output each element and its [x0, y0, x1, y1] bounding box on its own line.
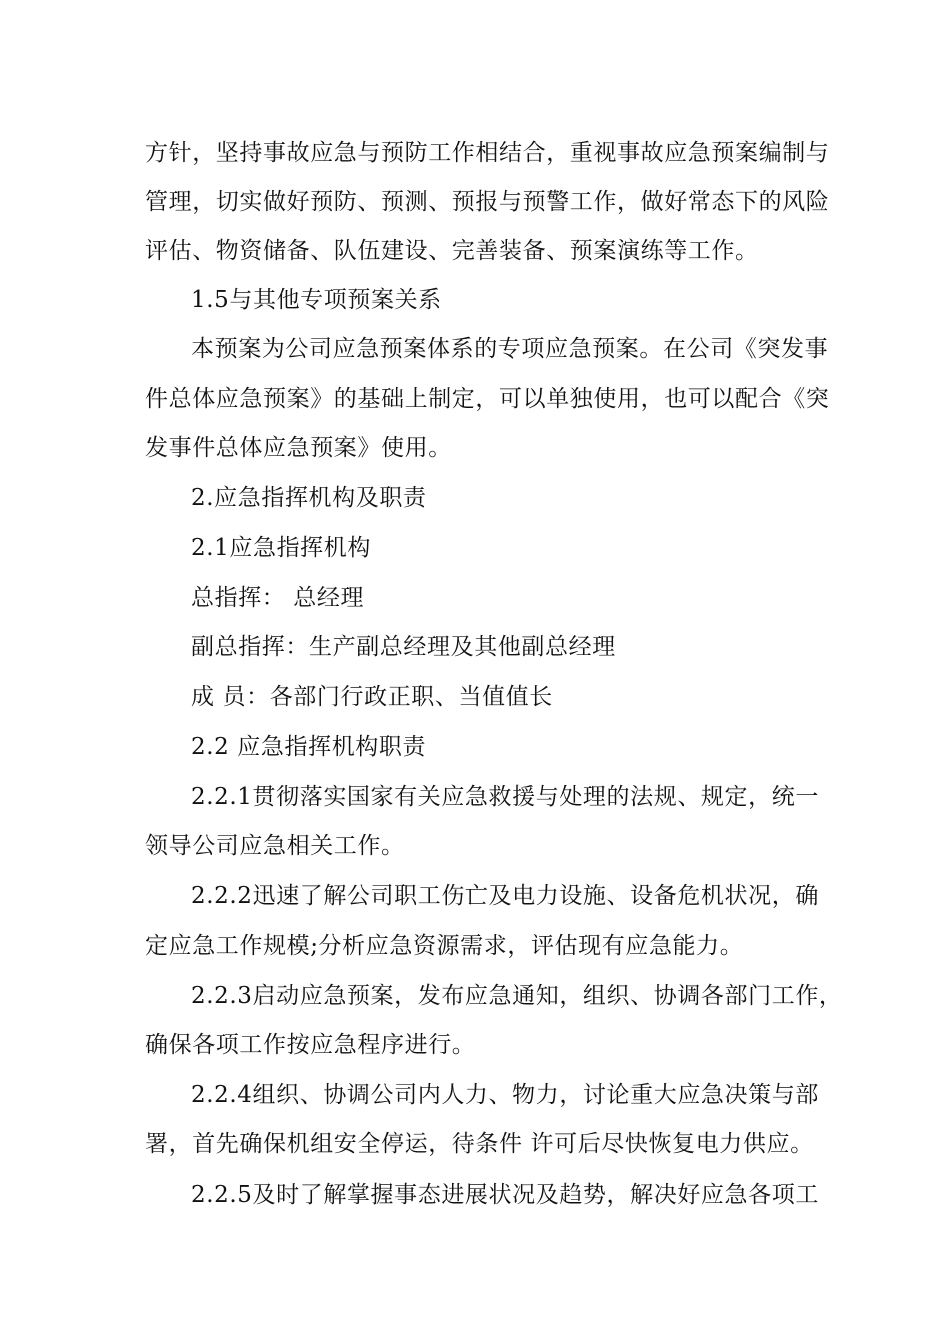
text-line: 本预案为公司应急预案体系的专项应急预案。在公司《突发事: [191, 336, 829, 362]
text-line: 领导公司应急相关工作。: [145, 833, 405, 859]
text-line: 评估、物资储备、队伍建设、完善装备、预案演练等工作。: [145, 238, 759, 264]
text-line: 管理，切实做好预防、预测、预报与预警工作，做好常态下的风险: [145, 189, 830, 215]
text-line: 总指挥： 总经理: [191, 585, 365, 611]
text-line: 2.2.2迅速了解公司职工伤亡及电力设施、设备危机状况，确: [191, 883, 819, 909]
text-line: 2.2.3启动应急预案，发布应急通知，组织、协调各部门工作，: [191, 983, 843, 1009]
section-heading: 2.2 应急指挥机构职责: [191, 734, 427, 760]
text-line: 确保各项工作按应急程序进行。: [145, 1032, 476, 1058]
text-line: 方针，坚持事故应急与预防工作相结合，重视事故应急预案编制与: [145, 140, 830, 166]
text-line: 发事件总体应急预案》使用。: [145, 435, 452, 461]
text-line: 副总指挥：生产副总经理及其他副总经理: [191, 634, 616, 660]
text-line: 2.2.5及时了解掌握事态进展状况及趋势，解决好应急各项工: [191, 1182, 819, 1208]
text-line: 定应急工作规模;分析应急资源需求，评估现有应急能力。: [145, 933, 744, 959]
text-line: 2.2.1贯彻落实国家有关应急救援与处理的法规、规定，统一: [191, 784, 819, 810]
section-heading: 2.1应急指挥机构: [191, 535, 371, 561]
section-heading: 2.应急指挥机构及职责: [191, 485, 427, 511]
text-line: 成 员：各部门行政正职、当值值长: [191, 684, 553, 710]
text-line: 件总体应急预案》的基础上制定，可以单独使用，也可以配合《突: [145, 386, 830, 412]
section-heading: 1.5与其他专项预案关系: [191, 287, 442, 313]
text-line: 2.2.4组织、协调公司内人力、物力，讨论重大应急决策与部: [191, 1082, 819, 1108]
text-line: 署，首先确保机组安全停运，待条件 许可后尽快恢复电力供应。: [145, 1131, 814, 1157]
